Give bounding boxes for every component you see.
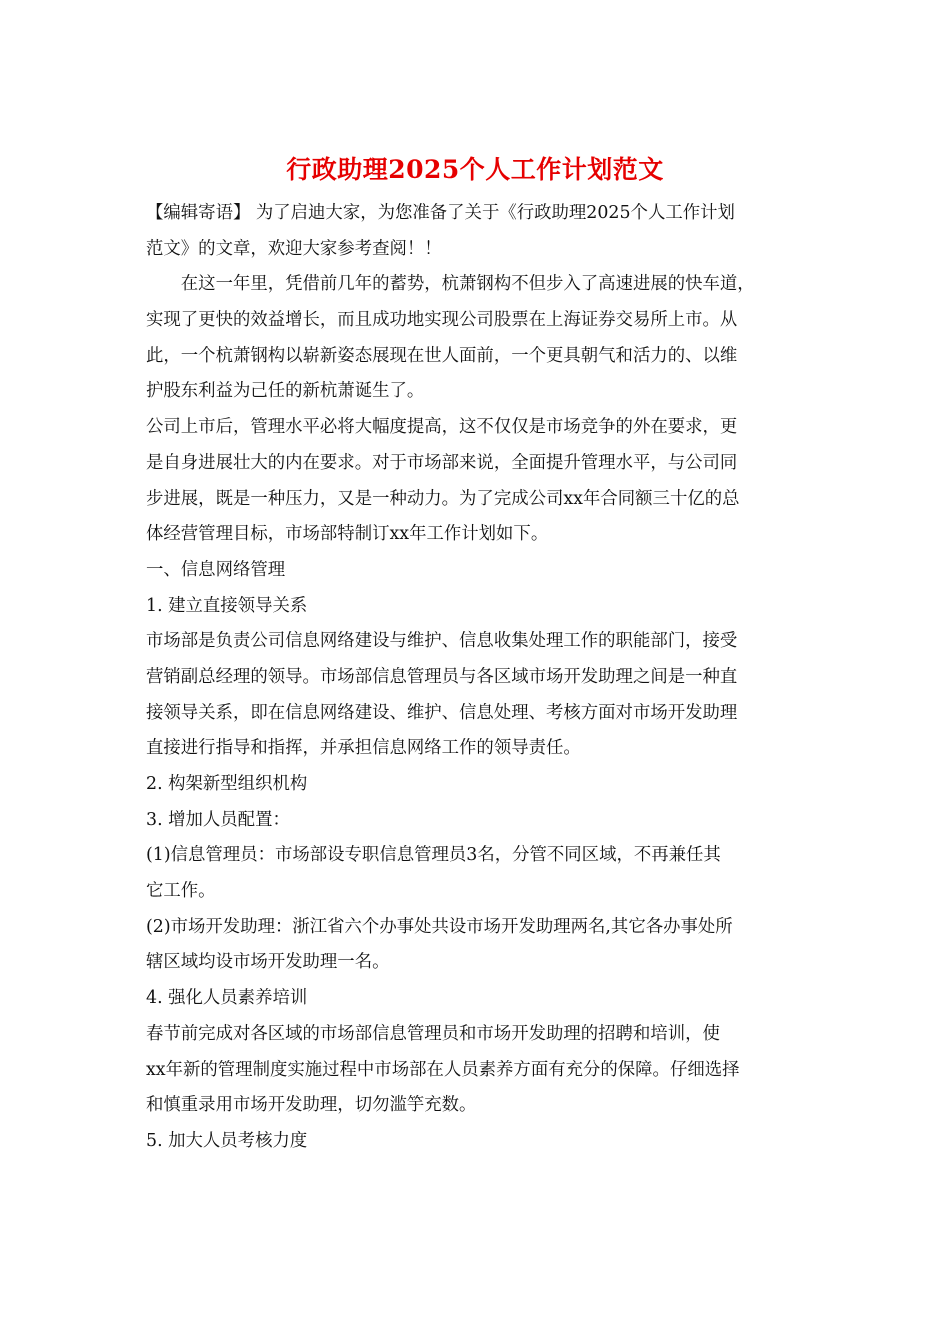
document-body — [146, 196, 826, 1160]
text-line: 步进展，既是一种压力，又是一种动力。为了完成公司xx年合同额三十亿的总 — [146, 488, 740, 509]
text-line: 3. 增加人员配置： — [146, 809, 290, 830]
text-line: 和慎重录用市场开发助理，切勿滥竽充数。 — [146, 1095, 477, 1116]
text-line: 体经营管理目标，市场部特制订xx年工作计划如下。 — [146, 524, 549, 545]
text-line: 此，一个杭萧钢构以崭新姿态展现在世人面前，一个更具朝气和活力的、以维 — [146, 345, 738, 366]
document-title: 行政助理2025个人工作计划范文 — [286, 155, 664, 184]
text-line: 是自身进展壮大的内在要求。对于市场部来说，全面提升管理水平，与公司同 — [146, 452, 738, 473]
text-line: 营销副总经理的领导。市场部信息管理员与各区域市场开发助理之间是一种直 — [146, 666, 738, 687]
text-line: 在这一年里，凭借前几年的蓄势，杭萧钢构不但步入了高速进展的快车道， — [146, 274, 755, 295]
text-line: 4. 强化人员素养培训 — [146, 988, 308, 1009]
text-line: (2)市场开发助理：浙江省六个办事处共设市场开发助理两名,其它各办事处所 — [146, 916, 733, 937]
text-line: 公司上市后，管理水平必将大幅度提高，这不仅仅是市场竞争的外在要求，更 — [146, 417, 738, 438]
text-line: 2. 构架新型组织机构 — [146, 774, 308, 794]
text-line: (1)信息管理员：市场部设专职信息管理员3名，分管不同区域，不再兼任其 — [146, 845, 721, 866]
text-line: 直接进行指导和指挥，并承担信息网络工作的领导责任。 — [146, 738, 581, 759]
text-line: 【编辑寄语】 为了启迪大家，为您准备了关于《行政助理2025个人工作计划 — [146, 203, 735, 223]
text-line: 市场部是负责公司信息网络建设与维护、信息收集处理工作的职能部门，接受 — [146, 631, 738, 652]
text-line: 接领导关系，即在信息网络建设、维护、信息处理、考核方面对市场开发助理 — [146, 702, 738, 723]
text-line: 辖区域均设市场开发助理一名。 — [146, 952, 390, 973]
text-line: 实现了更快的效益增长，而且成功地实现公司股票在上海证券交易所上市。从 — [146, 310, 738, 331]
text-line: 春节前完成对各区域的市场部信息管理员和市场开发助理的招聘和培训，使 — [146, 1023, 720, 1044]
text-line: 1. 建立直接领导关系 — [146, 595, 308, 616]
text-line: xx年新的管理制度实施过程中市场部在人员素养方面有充分的保障。仔细选择 — [146, 1059, 740, 1080]
text-line: 它工作。 — [146, 881, 216, 902]
text-line: 范文》的文章，欢迎大家参考查阅！！ — [146, 238, 442, 259]
text-line: 5. 加大人员考核力度 — [146, 1130, 308, 1151]
text-line: 一、信息网络管理 — [146, 559, 286, 580]
text-line: 护股东利益为己任的新杭萧诞生了。 — [146, 381, 425, 402]
